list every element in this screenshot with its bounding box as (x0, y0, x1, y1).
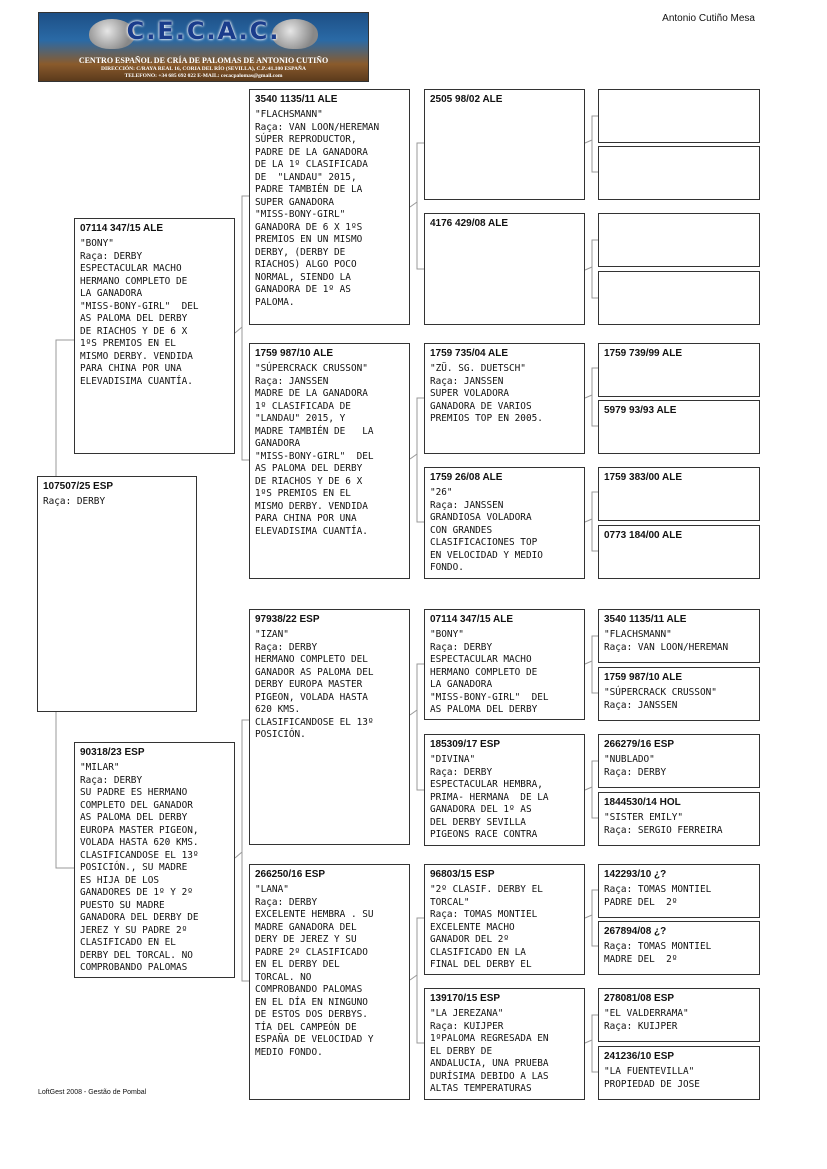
pedigree-box-9 (424, 343, 585, 454)
pigeon-description: "LA JEREZANA" Raça: KUIJPER 1ºPALOMA REGRESADA EN EL DERBY DE ANDALUCIA, UNA PRUEBA DURÍSIMA DEBIDO A LAS ALTAS TEMPERATURAS (430, 1008, 549, 1094)
pedigree-box-25 (598, 734, 760, 788)
pigeon-description: Raça: TOMAS MONTIEL PADRE DEL 2º (604, 884, 712, 908)
pigeon-description: "LANA" Raça: DERBY EXCELENTE HEMBRA . SU MADRE GANADORA DEL DERY DE JEREZ Y SU PADRE 2º CLASIFICADO EN EL DERBY DEL TORCAL. NO COMPROBANDO PALOMAS EN EL DÍA EN NINGUNO DE ESTOS DOS DERBYS. TÍA DEL CAMPEÓN DE ESPAÑA DE VELOCIDAD Y MEDIO FONDO. (255, 884, 374, 1058)
pedigree-box-15 (598, 89, 760, 143)
ring-number: 4176 429/08 ALE (430, 218, 509, 229)
footer-software-credit: LoftGest 2008 - Gestão de Pombal (38, 1089, 147, 1096)
pedigree-box-4 (249, 343, 410, 579)
pedigree-box-21 (598, 467, 760, 521)
pigeon-description: "NUBLADO" Raça: DERBY (604, 754, 667, 778)
ring-number: 1759 383/00 ALE (604, 472, 683, 483)
ring-number: 07114 347/15 ALE (80, 223, 164, 234)
ring-number: 1759 987/10 ALE (255, 348, 334, 359)
ring-number: 96803/15 ESP (430, 869, 495, 880)
pedigree-box-2 (74, 742, 235, 978)
ring-number: 1759 739/99 ALE (604, 348, 683, 359)
ring-number: 97938/22 ESP (255, 614, 320, 625)
pedigree-box-27 (598, 864, 760, 918)
ring-number: 2505 98/02 ALE (430, 94, 503, 105)
pigeon-description: Raça: DERBY (43, 496, 106, 507)
pedigree-box-23 (598, 609, 760, 663)
ring-number: 278081/08 ESP (604, 993, 675, 1004)
pigeon-description: "LA FUENTEVILLA" PROPIEDAD DE JOSE (604, 1066, 700, 1090)
ring-number: 139170/15 ESP (430, 993, 501, 1004)
ring-number: 07114 347/15 ALE (430, 614, 514, 625)
pedigree-box-13 (424, 864, 585, 975)
banner-contact: TELEFONO: +34 685 692 022 E-MAIL: cecacpalomas@gmail.com (124, 73, 283, 79)
pedigree-box-7 (424, 89, 585, 200)
ring-number: 1844530/14 HOL (604, 797, 681, 808)
pigeon-description: "SÚPERCRACK CRUSSON" Raça: JANSSEN MADRE DE LA GANADORA 1º CLASIFICADA DE "LANDAU" 2015, Y MADRE TAMBIÉN DE LA GANADORA "MISS-BONY-GIRL" DEL AS PALOMA DEL DERBY DE RIACHOS Y DE 6 X 1ºS PREMIOS EN EL MISMO DERBY. VENDIDA PARA CHINA POR UNA ELEVADISIMA CUANTÍA. (255, 363, 374, 537)
ring-number: 241236/10 ESP (604, 1051, 675, 1062)
pigeon-description: "EL VALDERRAMA" Raça: KUIJPER (604, 1008, 689, 1032)
pigeon-description: "2º CLASIF. DERBY EL TORCAL" Raça: TOMAS MONTIEL EXCELENTE MACHO GANADOR DEL 2º CLASIFICADO EN LA FINAL DEL DERBY EL (430, 884, 543, 970)
ring-number: 185309/17 ESP (430, 739, 501, 750)
pedigree-box-20 (598, 400, 760, 454)
ring-number: 142293/10 ¿? (604, 869, 667, 880)
ring-number: 266250/16 ESP (255, 869, 326, 880)
ring-number: 1759 26/08 ALE (430, 472, 503, 483)
ring-number: 0773 184/00 ALE (604, 530, 683, 541)
banner-subtitle: CENTRO ESPAÑOL DE CRÍA DE PALOMAS DE ANTONIO CUTIÑO (78, 56, 329, 65)
pigeon-description: Raça: TOMAS MONTIEL MADRE DEL 2º (604, 941, 712, 965)
pedigree-box-0 (37, 476, 197, 712)
owner-name: Antonio Cutiño Mesa (662, 13, 755, 24)
pedigree-box-29 (598, 988, 760, 1042)
banner-address: DIRECCIÓN: C/RAYA REAL 16, CORIA DEL RÍO (SEVILLA), C.P.:41.100 ESPAÑA (101, 66, 306, 72)
pigeon-description: "MILAR" Raça: DERBY SU PADRE ES HERMANO COMPLETO DEL GANADOR AS PALOMA DEL DERBY EUROPA MASTER PIGEON, VOLADA HASTA 620 KMS. CLASIFICANDOSE EL 13º POSICIÓN., SU MADRE ES HIJA DE LOS GANADORES DE 1º Y 2º PUESTO SU MADRE GANADORA DEL DERBY DE JEREZ Y SU PADRE 2º CLASIFICADO EN EL DERBY DEL TORCAL. NO COMPROBANDO PALOMAS (80, 762, 199, 973)
ring-number: 3540 1135/11 ALE (604, 614, 687, 625)
pigeon-description: "FLACHSMANN" Raça: VAN LOON/HEREMAN (604, 629, 729, 653)
pedigree-box-10 (424, 467, 585, 579)
pedigree-box-19 (598, 343, 760, 397)
pedigree-box-24 (598, 667, 760, 721)
ring-number: 1759 987/10 ALE (604, 672, 683, 683)
pedigree-box-16 (598, 146, 760, 200)
pigeon-description: "IZAN" Raça: DERBY HERMANO COMPLETO DEL GANADOR AS PALOMA DEL DERBY EUROPA MASTER PIGEON, VOLADA HASTA 620 KMS. CLASIFICANDOSE EL 13º POSICIÓN. (255, 629, 374, 740)
ring-number: 107507/25 ESP (43, 481, 114, 492)
pigeon-description: "BONY" Raça: DERBY ESPECTACULAR MACHO HERMANO COMPLETO DE LA GANADORA "MISS-BONY-GIRL" DEL AS PALOMA DEL DERBY DE RIACHOS Y DE 6 X 1ºS PREMIOS EN EL MISMO DERBY. VENDIDA PARA CHINA POR UNA ELEVADISIMA CUANTÍA. (80, 238, 199, 387)
pigeon-description: "ZÜ. SG. DUETSCH" Raça: JANSSEN SUPER VOLADORA GANADORA DE VARIOS PREMIOS TOP EN 2005. (430, 363, 543, 424)
pedigree-box-6 (249, 864, 410, 1100)
ring-number: 266279/16 ESP (604, 739, 675, 750)
ring-number: 5979 93/93 ALE (604, 405, 677, 416)
pedigree-box-18 (598, 271, 760, 325)
logo-text: C.E.C.A.C. (126, 17, 281, 45)
pedigree-box-17 (598, 213, 760, 267)
pigeon-description: "SISTER EMILY" Raça: SERGIO FERREIRA (604, 812, 723, 836)
pigeon-description: "SÚPERCRACK CRUSSON" Raça: JANSSEN (604, 687, 717, 711)
ring-number: 1759 735/04 ALE (430, 348, 509, 359)
ring-number: 267894/08 ¿? (604, 926, 667, 937)
pedigree-box-1 (74, 218, 235, 454)
pigeon-description: "26" Raça: JANSSEN GRANDIOSA VOLADORA CON GRANDES CLASIFICACIONES TOP EN VELOCIDAD Y MEDIO FONDO. (430, 487, 543, 573)
ring-number: 3540 1135/11 ALE (255, 94, 338, 105)
pedigree-box-14 (424, 988, 585, 1100)
pedigree-box-26 (598, 792, 760, 846)
pedigree-box-30 (598, 1046, 760, 1100)
pedigree-box-28 (598, 921, 760, 975)
pigeon-description: "FLACHSMANN" Raça: VAN LOON/HEREMAN SÚPER REPRODUCTOR, PADRE DE LA GANADORA DE LA 1º CLASIFICADA DE "LANDAU" 2015, PADRE TAMBIÉN DE LA SUPER GANADORA "MISS-BONY-GIRL" GANADORA DE 6 X 1ºS PREMIOS EN UN MISMO DERBY, (DERBY DE RIACHOS) ALGO POCO NORMAL, SIENDO LA GANADORA DE 1º AS PALOMA. (255, 109, 380, 308)
pedigree-box-12 (424, 734, 585, 846)
pedigree-box-11 (424, 609, 585, 720)
pedigree-box-5 (249, 609, 410, 845)
pigeon-description: "DIVINA" Raça: DERBY ESPECTACULAR HEMBRA, PRIMA- HERMANA DE LA GANADORA DEL 1º AS DEL DERBY SEVILLA PIGEONS RACE CONTRA (430, 754, 549, 840)
pigeon-description: "BONY" Raça: DERBY ESPECTACULAR MACHO HERMANO COMPLETO DE LA GANADORA "MISS-BONY-GIRL" DEL AS PALOMA DEL DERBY (430, 629, 549, 715)
pedigree-box-8 (424, 213, 585, 325)
ring-number: 90318/23 ESP (80, 747, 145, 758)
pedigree-box-3 (249, 89, 410, 325)
pedigree-box-22 (598, 525, 760, 579)
